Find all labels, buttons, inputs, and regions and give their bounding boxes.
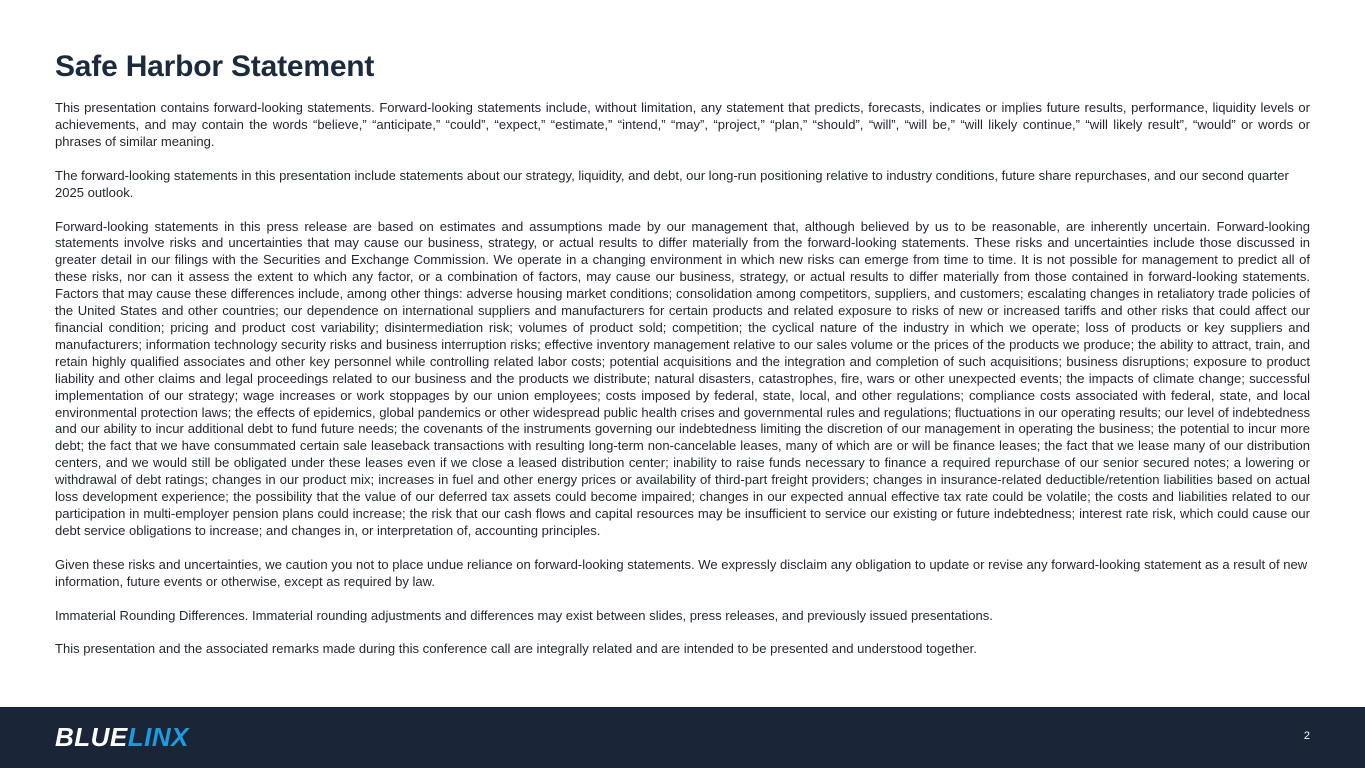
logo-text-blue: BLUE [55, 722, 128, 752]
paragraph-remarks: This presentation and the associated remarks made during this conference call are integrally related and are intended to be presented and understood together. [55, 641, 977, 657]
bluelinx-logo [55, 722, 189, 752]
paragraph-statements-scope: The forward-looking statements in this presentation include statements about our strategy, liquidity, and debt, our long-run positioning relative to industry conditions, future share repurchases, and our second quarter 2025 outlook. [55, 167, 1289, 200]
paragraph-caution: Given these risks and uncertainties, we caution you not to place undue reliance on forward-looking statements. We expressly disclaim any obligation to update or revise any forward-looking statement as a result of new information, future events or otherwise, except as required by law. [55, 556, 1308, 589]
logo-text-linx: LINX [127, 722, 190, 752]
page-title: Safe Harbor Statement [55, 50, 375, 83]
page-number: 2 [1303, 730, 1310, 742]
paragraph-forward-looking-definition: This presentation contains forward-looking statements. Forward-looking statements include, without limitation, any statement that predicts, forecasts, indicates or implies future results, performance, liquidity levels or achievements, and may contain the words “believe,” “anticipate,” “could”, “expect,” “estimate,” “intend,” “may”, “project,” “plan,” “should”, “will”, “will be,” “will likely continue,” “will likely result”, “would” or words or phrases of similar meaning. [55, 100, 1310, 149]
paragraph-risk-factors: Forward-looking statements in this press release are based on estimates and assumptions made by our management that, although believed by us to be reasonable, are inherently uncertain. Forward-looking statements involve risks and uncertainties that may cause our business, strategy, or actual results to differ materially from the forward-looking statements. These risks and uncertainties include those discussed in greater detail in our filings with the Securities and Exchange Commission. We operate in a changing environment in which new risks can emerge from time to time. It is not possible for management to predict all of these risks, nor can it assess the extent to which any factor, or a combination of factors, may cause our business, strategy, or actual results to differ materially from those contained in forward-looking statements. Factors that may cause these differences include, among other things: adverse housing market conditions; consolidation among competitors, suppliers, and customers; escalating changes in retaliatory trade policies of the United States and other countries; our dependence on international suppliers and manufacturers for certain products and related exposure to risks of new or increased tariffs and other risks that could affect our financial condition; pricing and product cost variability; disintermediation risk; volumes of product sold; competition; the cyclical nature of the industry in which we operate; loss of products or key suppliers and manufacturers; information technology security risks and business interruption risks; effective inventory management relative to our sales volume or the prices of the products we produce; the ability to attract, train, and retain highly qualified associates and other key personnel while controlling related labor costs; potential acquisitions and the integration and completion of such acquisitions; business disruptions; exposure to product liability and other claims and legal proceedings related to our business and the products we distribute; natural disasters, catastrophes, fire, wars or other unexpected events; the impacts of climate change; successful implementation of our strategy; wage increases or work stoppages by our union employees; costs imposed by federal, state, local, and other regulations; compliance costs associated with federal, state, and local environmental protection laws; the effects of epidemics, global pandemics or other widespread public health crises and governmental rules and regulations; fluctuations in our operating results; our level of indebtedness and our ability to incur additional debt to fund future needs; the covenants of the instruments governing our indebtedness limiting the discretion of our management in operating the business; the potential to incur more debt; the fact that we have consummated certain sale leaseback transactions with resulting long-term non-cancelable leases, many of which are or will be finance leases; the fact that we lease many of our distribution centers, and we would still be obligated under these leases even if we close a leased distribution center; inability to raise funds necessary to finance a required repurchase of our senior secured notes; a lowering or withdrawal of debt ratings; changes in our product mix; increases in fuel and other energy prices or availability of third-part freight providers; changes in insurance-related deductible/retention liabilities based on actual loss development experience; the possibility that the value of our deferred tax assets could become impaired; changes in our expected annual effective tax rate could be volatile; the costs and liabilities related to our participation in multi-employer pension plans could increase; the risk that our cash flows and capital resources may be insufficient to service our existing or future indebtedness; interest rate risk, which could cause our debt service obligations to increase; and changes in, or interpretation of, accounting principles. [55, 218, 1310, 538]
safe-harbor-body [55, 100, 1310, 675]
paragraph-rounding: Immaterial Rounding Differences. Immaterial rounding adjustments and differences may exist between slides, press releases, and previously issued presentations. [55, 607, 993, 623]
footer-bar [0, 707, 1365, 768]
